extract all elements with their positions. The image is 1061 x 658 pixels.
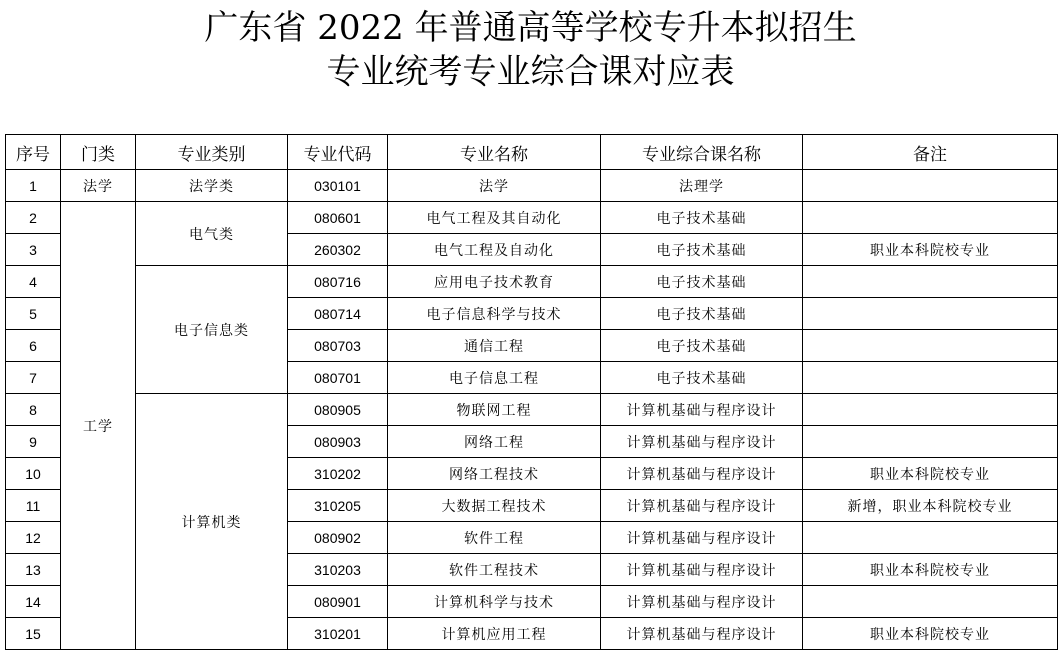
- row-code: 080601: [288, 202, 388, 234]
- row-seq: 7: [6, 362, 61, 394]
- row-note: 职业本科院校专业: [803, 618, 1058, 650]
- table-row: [6, 266, 1058, 298]
- row-seq: 10: [6, 458, 61, 490]
- row-seq: 2: [6, 202, 61, 234]
- row-seq: 8: [6, 394, 61, 426]
- table-row: [6, 202, 1058, 234]
- row-seq: 12: [6, 522, 61, 554]
- group-cell: 电子信息类: [136, 266, 288, 394]
- row-code: 080901: [288, 586, 388, 618]
- row-code: 080714: [288, 298, 388, 330]
- header-category: 门类: [61, 135, 136, 170]
- table-row: [6, 394, 1058, 426]
- table-row: [6, 170, 1058, 202]
- row-course: 电子技术基础: [601, 202, 803, 234]
- row-note: [803, 298, 1058, 330]
- major-course-table: [5, 134, 1058, 650]
- row-course: 电子技术基础: [601, 266, 803, 298]
- header-group: 专业类别: [136, 135, 288, 170]
- row-course: 计算机基础与程序设计: [601, 618, 803, 650]
- row-major-name: 应用电子技术教育: [388, 266, 601, 298]
- row-code: 080701: [288, 362, 388, 394]
- row-code: 260302: [288, 234, 388, 266]
- row-course: 计算机基础与程序设计: [601, 522, 803, 554]
- row-seq: 1: [6, 170, 61, 202]
- row-note: 新增，职业本科院校专业: [803, 490, 1058, 522]
- row-code: 030101: [288, 170, 388, 202]
- row-seq: 3: [6, 234, 61, 266]
- row-note: [803, 330, 1058, 362]
- row-seq: 14: [6, 586, 61, 618]
- row-major-name: 网络工程: [388, 426, 601, 458]
- table-header-row: [6, 135, 1058, 170]
- row-major-name: 通信工程: [388, 330, 601, 362]
- row-major-name: 计算机科学与技术: [388, 586, 601, 618]
- row-major-name: 网络工程技术: [388, 458, 601, 490]
- header-major-name: 专业名称: [388, 135, 601, 170]
- row-note: 职业本科院校专业: [803, 234, 1058, 266]
- row-code: 080703: [288, 330, 388, 362]
- row-course: 法理学: [601, 170, 803, 202]
- document-title-line1: 广东省 2022 年普通高等学校专升本拟招生: [204, 8, 857, 48]
- row-code: 310202: [288, 458, 388, 490]
- row-code: 310203: [288, 554, 388, 586]
- row-seq: 6: [6, 330, 61, 362]
- row-course: 计算机基础与程序设计: [601, 458, 803, 490]
- row-course: 电子技术基础: [601, 362, 803, 394]
- row-code: 080903: [288, 426, 388, 458]
- row-course: 计算机基础与程序设计: [601, 554, 803, 586]
- row-major-name: 大数据工程技术: [388, 490, 601, 522]
- row-code: 080716: [288, 266, 388, 298]
- header-note: 备注: [803, 135, 1058, 170]
- row-note: [803, 362, 1058, 394]
- row-note: [803, 266, 1058, 298]
- row-note: 职业本科院校专业: [803, 458, 1058, 490]
- header-seq: 序号: [6, 135, 61, 170]
- row-note: [803, 394, 1058, 426]
- row-course: 计算机基础与程序设计: [601, 586, 803, 618]
- row-code: 080902: [288, 522, 388, 554]
- row-major-name: 计算机应用工程: [388, 618, 601, 650]
- category-cell: 工学: [61, 202, 136, 650]
- row-course: 电子技术基础: [601, 330, 803, 362]
- row-major-name: 物联网工程: [388, 394, 601, 426]
- row-code: 310205: [288, 490, 388, 522]
- row-major-name: 电子信息科学与技术: [388, 298, 601, 330]
- row-code: 310201: [288, 618, 388, 650]
- row-seq: 5: [6, 298, 61, 330]
- header-course-name: 专业综合课名称: [601, 135, 803, 170]
- row-note: [803, 170, 1058, 202]
- group-cell: 法学类: [136, 170, 288, 202]
- row-seq: 9: [6, 426, 61, 458]
- row-seq: 13: [6, 554, 61, 586]
- row-seq: 11: [6, 490, 61, 522]
- category-cell: 法学: [61, 170, 136, 202]
- row-major-name: 电子信息工程: [388, 362, 601, 394]
- row-note: [803, 586, 1058, 618]
- group-cell: 计算机类: [136, 394, 288, 650]
- row-course: 计算机基础与程序设计: [601, 426, 803, 458]
- row-course: 计算机基础与程序设计: [601, 394, 803, 426]
- row-note: [803, 426, 1058, 458]
- document-title-line2: 专业统考专业综合课对应表: [326, 52, 735, 92]
- row-major-name: 软件工程技术: [388, 554, 601, 586]
- row-note: [803, 202, 1058, 234]
- row-major-name: 电气工程及自动化: [388, 234, 601, 266]
- row-seq: 15: [6, 618, 61, 650]
- header-code: 专业代码: [288, 135, 388, 170]
- row-code: 080905: [288, 394, 388, 426]
- row-major-name: 电气工程及其自动化: [388, 202, 601, 234]
- row-course: 计算机基础与程序设计: [601, 490, 803, 522]
- group-cell: 电气类: [136, 202, 288, 266]
- row-note: 职业本科院校专业: [803, 554, 1058, 586]
- row-seq: 4: [6, 266, 61, 298]
- row-note: [803, 522, 1058, 554]
- row-course: 电子技术基础: [601, 234, 803, 266]
- row-course: 电子技术基础: [601, 298, 803, 330]
- row-major-name: 法学: [388, 170, 601, 202]
- row-major-name: 软件工程: [388, 522, 601, 554]
